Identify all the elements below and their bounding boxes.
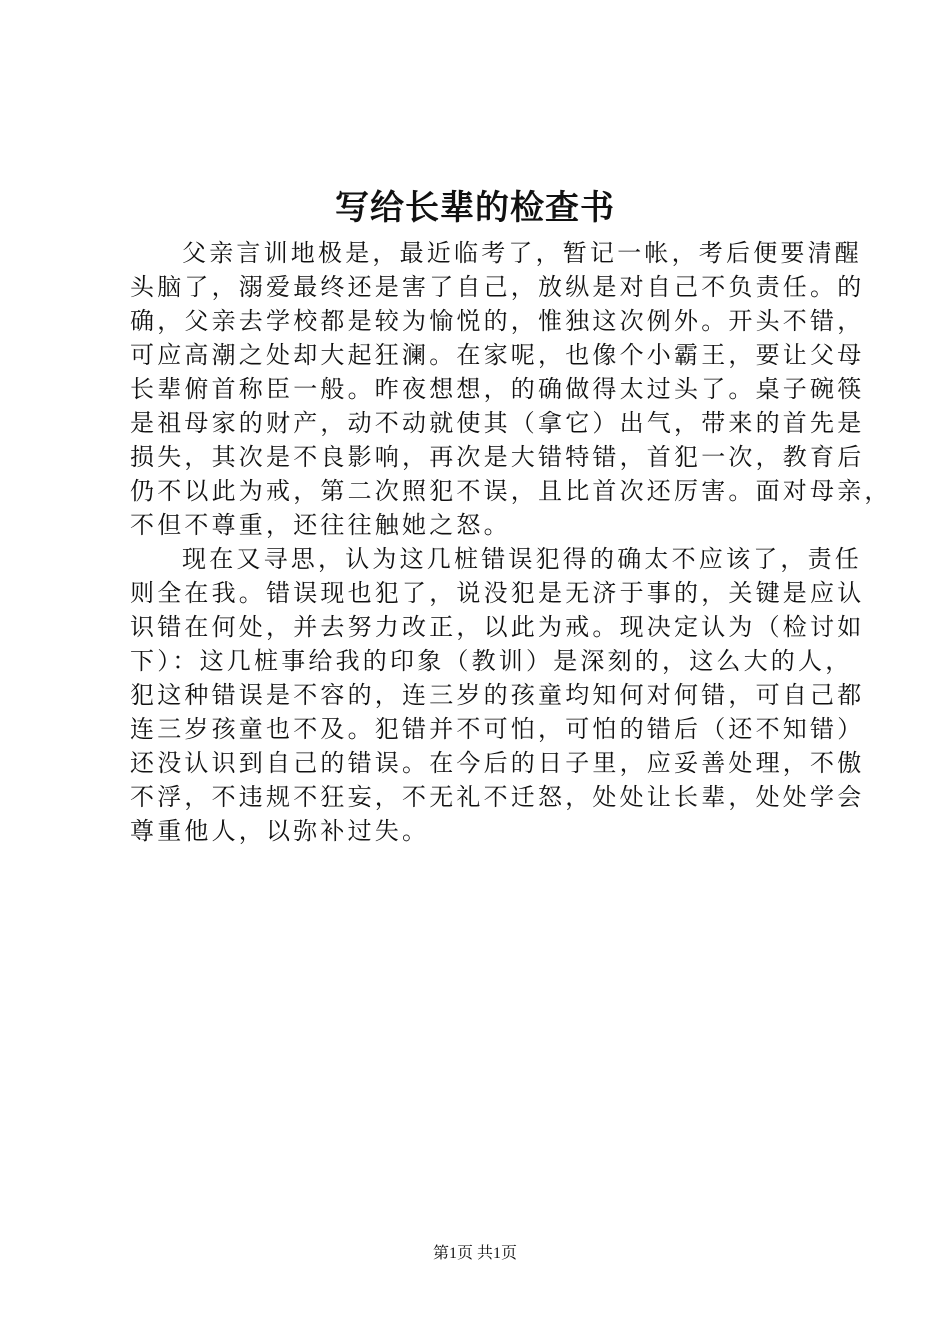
paragraph-line: 损失，其次是不良影响，再次是大错特错，首犯一次，教育后 <box>130 443 865 471</box>
paragraph-line: 可应高潮之处却大起狂澜。在家呢，也像个小霸王，要让父母 <box>130 341 865 369</box>
paragraph-line: 连三岁孩童也不及。犯错并不可怕，可怕的错后（还不知错） <box>130 715 865 743</box>
paragraph-line: 不浮，不违规不狂妄，不无礼不迁怒，处处让长辈，处处学会 <box>130 783 865 811</box>
document-title: 写给长辈的检查书 <box>335 188 615 228</box>
paragraph-line: 识错在何处，并去努力改正，以此为戒。现决定认为（检讨如 <box>130 613 865 641</box>
paragraph-line: 长辈俯首称臣一般。昨夜想想，的确做得太过头了。桌子碗筷 <box>130 375 865 403</box>
paragraph-line: 不但不尊重，还往往触她之怒。 <box>130 511 511 539</box>
paragraph-line: 父亲言训地极是，最近临考了，暂记一帐，考后便要清醒 <box>182 239 862 267</box>
paragraph-line: 还没认识到自己的错误。在今后的日子里，应妥善处理，不傲 <box>130 749 865 777</box>
paragraph-line: 是祖母家的财产，动不动就使其（拿它）出气，带来的首先是 <box>130 409 865 437</box>
paragraph-line: 犯这种错误是不容的，连三岁的孩童均知何对何错，可自己都 <box>130 681 865 709</box>
paragraph-line: 头脑了，溺爱最终还是害了自己，放纵是对自己不负责任。的 <box>130 273 865 301</box>
paragraph-line: 现在又寻思，认为这几桩错误犯得的确太不应该了，责任 <box>182 545 862 573</box>
paragraph-1 <box>130 236 892 542</box>
page-number-footer: 第1页 共1页 <box>432 1245 517 1262</box>
paragraph-line: 仍不以此为戒，第二次照犯不误，且比首次还厉害。面对母亲， <box>130 477 892 505</box>
paragraph-line: 尊重他人，以弥补过失。 <box>130 817 430 845</box>
paragraph-line: 确，父亲去学校都是较为愉悦的，惟独这次例外。开头不错， <box>130 307 865 335</box>
paragraph-2 <box>130 542 865 848</box>
paragraph-line: 则全在我。错误现也犯了，说没犯是无济于事的，关键是应认 <box>130 579 865 607</box>
paragraph-line: 下）：这几桩事给我的印象（教训）是深刻的，这么大的人， <box>130 647 853 675</box>
document-body <box>130 236 892 848</box>
